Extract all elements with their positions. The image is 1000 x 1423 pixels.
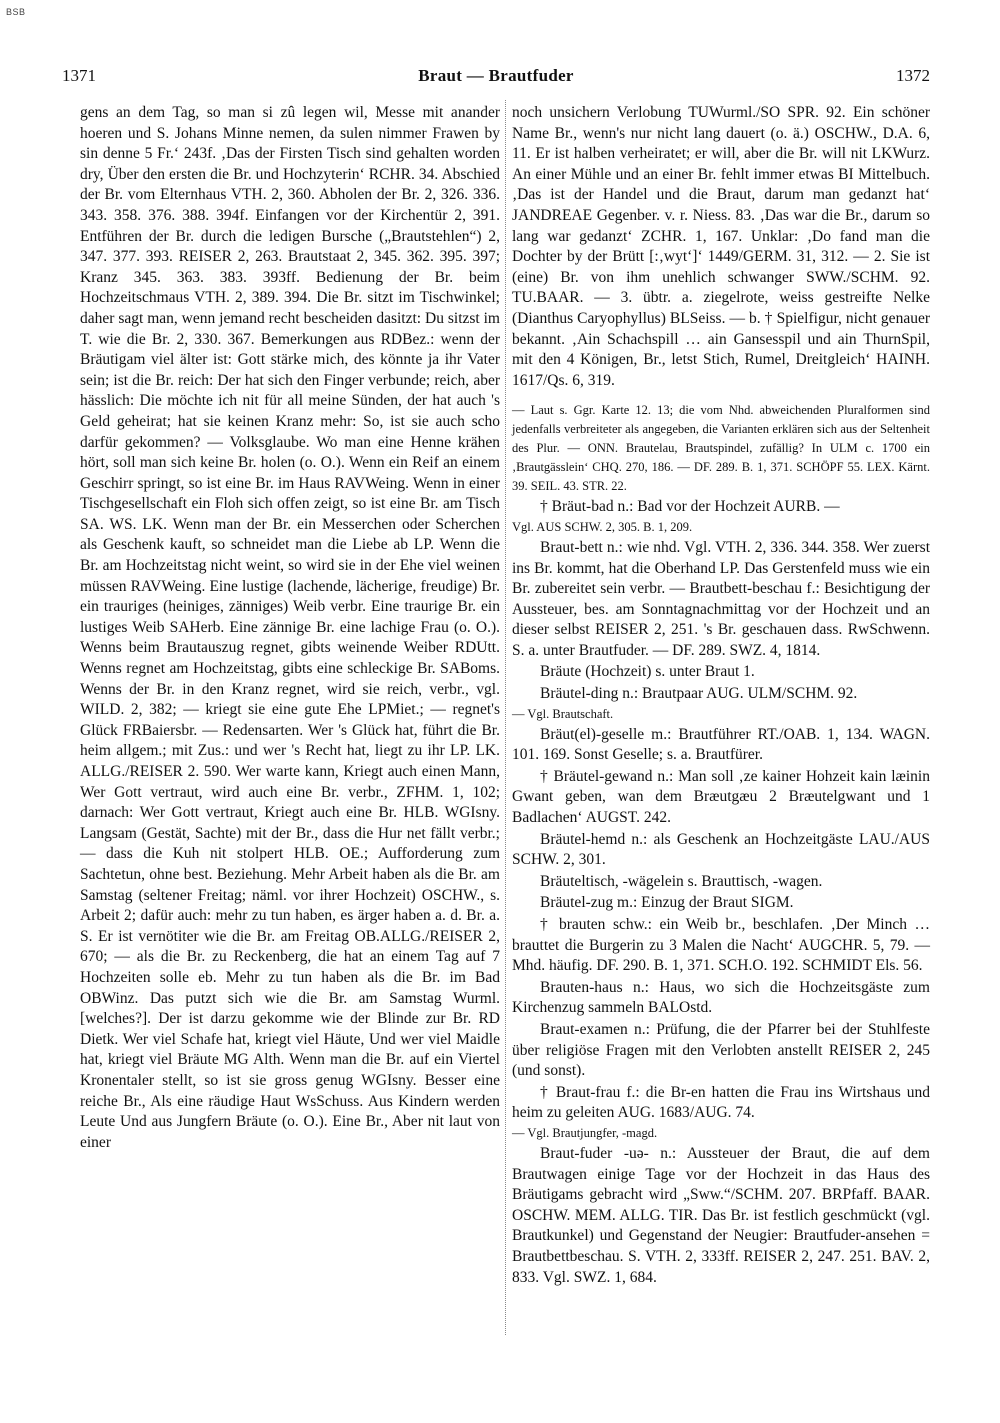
section-rule	[512, 395, 930, 397]
entry-braeuteltisch: Bräuteltisch, -wägelein s. Brauttisch, -wagen.	[540, 872, 823, 890]
etymology-note: — Laut s. Ggr. Karte 12. 13; die vom Nhd. abweichenden Pluralformen sind jedenfalls verbreiteter als angegeben, die Varianten erklären sich aus der Seltenheit des Plur. — ONN. Brautelau, Brautspindel, zufällig? In ULM c. 1700 ein ‚Brautgässlein‘ CHQ. 270, 186. — DF. 289. B. 1, 371. SCHÖPF 55. LEX. Kärnt. 39. SEIL. 43. STR. 22.	[512, 403, 930, 494]
entry-braut-fuder: Braut-fuder -uə- n.: Aussteuer der Braut, die auf dem Brautwagen einige Tage vor der Hochzeit in das Haus des Bräutigams gebracht wird „Sww.“/SCHM. 207. BRPfaff. BAAR. OSCHW. MEM. ALLG. TIR. Das Br. ist festlich geschmückt (vgl. Brautkunkel) und Gegenstand der Neugier: Brautfuder-ansehen = Brautbettbeschau. S. VTH. 2, 333ff. REISER 2, 247. 251. BAV. 2, 833. Vgl. SWZ. 1, 684.	[512, 1144, 930, 1286]
entry-braeut-bad: † Bräut-bad n.: Bad vor der Hochzeit AURB. —	[540, 498, 840, 516]
page-header	[62, 66, 930, 90]
entry-brauten: † brauten schw.: ein Weib br., beschlafen. ‚Der Minch … brauttet die Burgerin zu 3 Malen die Nacht‘ AUGCHR. 5, 79. — Mhd. häufig. DF. 290. B. 1, 371. SCH.O. 192. SCHMIDT Els. 56.	[512, 916, 930, 975]
right-intro: noch unsichern Verlobung TUWurml./SO SPR. 92. Ein schöner Name Br., wenn's nur nicht lang dauert (o. ä.) OSCHW., D.A. 6, 11. Er ist halben verheiratet; er will, aber die Br. will nit LKWurz. An einer Mühle und an einer Br. fehlt immer etwas BI Mittelbuch. ‚Das ist der Handel und die Braut, darum man gedanzt hat‘ JANDREAE Gegenber. v. r. Niess. 83. ‚Das war die Br., darum so lang war gedanzt‘ ZCHR. 1, 167. Unklar: ‚Do fand man die Dochter by der Brütt [:‚wyt‘]‘ 1449/GERM. 31, 312. — 2. Sie ist (eine) Br. von ihm unehlich schwanger SWW./SCHM. 92. TU.BAAR. — 3. übtr. a. ziegelrote, weiss gestreifte Nelke (Dianthus Caryophyllus) BLSeiss. — b. † Spielfigur, nicht genauer bekannt. ‚Ain Schachspill … ain Gansesspil und ain ThurnSpil, mit den 4 Königen, Br., letst Stich, Rumel, Dreitgleich‘ HAINH. 1617/Qs. 6, 319.	[512, 104, 930, 389]
entry-braeutel-zug: Bräutel-zug m.: Einzug der Braut SIGM.	[540, 894, 794, 912]
library-stamp: BSB	[6, 7, 26, 17]
page-number-right: 1372	[896, 66, 930, 85]
left-column-text: gens an dem Tag, so man si zû legen wil, Messe mit anander hoeren und S. Johans Minne nemen, da sulen nimmer Frawen by sin denne 5 Fr.‘ 243f. ‚Das der Firsten Tisch sind gehalten worden dry, Über den ersten die Br. und Hochzyterin‘ RCHR. 34. Abschied der Br. vom Elternhaus VTH. 2, 360. Abholen der Br. 2, 326. 336. 343. 358. 376. 388. 394f. Einfangen vor der Kirchentür 2, 391. Entführen der Br. durch die ledigen Bursche („Brautstehlen“) 2, 347. 377. 393. REISER 2, 263. Brautstaat 2, 345. 362. 395. 397; Kranz 345. 363. 383. 393ff. Bedienung der Br. beim Hochzeitschmaus VTH. 2, 389. 394. Die Br. sitzt im Tischwinkel; daher sagt man, wenn jemand recht bescheiden dasitzt: Du sitzst im T. wie die Br. 2, 330. 367. Bemerkungen aus RDBez.: wenn der Bräutigam viel älter ist: Gott stärke mich, des könnte ja ihr Vater sein; ist die Br. reich: Der hat sich den Finger verbunde; reich, aber hässlich: Die möchte ich nit für all meine Sünden, der hat auch 's Geld geheirat; hat sie keinen Kranz mehr: So, ist sie auch scho darfür gekommen? — Volksglaube. Wo man eine Henne krähen hört, soll man sich keine Br. holen (o. O.). Wenn ein Reif an einem Geschirr springt, so ist eine Br. im Haus RAVWeing. Wenn in einer Tischgesellschaft ein Floh sich offen zeigt, so ist eine Br. am Tisch SA. WS. LK. Wenn man der Br. ein Messerchen oder Scherchen als Geschenk kauft, so schneidet man die Liebe ab LP. Wenn die Br. am Hochzeitstag nicht weint, so wird sie in der Ehe viel weinen müssen RAVWeing. Eine lustige (lachende, lächerige, freudige) Br. ein trauriges (heiniges, zänniges) Weib verbr. Eine traurige Br. ein lustiges Weib SAHerb. Eine zännige Br. eine lachige Frau (o. O.). Wenns beim Brautauszug regnet, gibts weinende Weiber RDUtt. Wenns regnet am Hochzeitstag, gibts eine schleckige Br. SABoms. Wenns der Br. in den Kranz regnet, wird sie reich, verbr., vgl. WILD. 2, 382; — kriegt sie eine gute Ehe LPMiet.; — regnet's Glück FRBaiersbr. — Redensarten. Wer 's Glück hat, führt die Br. heim allgem.; mit Zus.: und wer 's Recht hat, liegt zu ihr LP. LK. ALLG./REISER 2. 590. Wer warte kann, Kriegt auch einen Mann, Wer Gott vertraut, wird auch eine Br. verbr., ZFHM. 1, 102; darnach: Wer Gott vertraut, Kriegt auch eine Br. HLB. WGIsny. Langsam (Gestät, Sachte) mit der Br., dass die Hur net fällt verbr.; — dass die Kuh nit stolpert HLB. OE.; Aufforderung zum Sachtetun, ohne best. Beziehung. Mehr Arbeit haben als die Br. am Samstag (seltener Freitag; näml. vor ihrer Hochzeit) OSCHW., s. Arbeit 2; dafür auch: mehr zu tun haben, es ärger haben a. d. Br. a. S. Er ist vernötiter wie die Br. am Freitag OB.ALLG./REISER 2, 670; — als die Br. zu Reckenberg, die hat an einem Tag auf 7 Hochzeiten solle eb. Mehr zu tun haben als die Br. im Bad OBWinz. Das putzt sich wie die Br. am Samstag Wurml. [welches?]. Der ist darzu gekomme wie der Blinde zur Br. RD Dietk. Wer viel Schafe hat, kriegt viel Häute, Und wer viel Maidle hat, kriegt viel Bräute MG Alth. Wenn man die Br. auf ein Viertel Kronentaler stellt, so ist sie gross genug WGIsny. Besser eine reiche Br., Als eine räudige Haut WsSchuss. Aus Kindern werden Leute Und aus Jungfern Bräute (o. O.). Eine Br., Aber nit laut von einer	[80, 104, 500, 1151]
page-number-left: 1371	[62, 66, 96, 85]
entry-note: — Vgl. Brautschaft.	[512, 706, 614, 721]
entry-note: Vgl. AUS SCHW. 2, 305. B. 1, 209.	[512, 519, 693, 534]
entry-braeutel-hemd: Bräutel-hemd n.: als Geschenk an Hochzeitgäste LAU./AUS SCHW. 2, 301.	[512, 830, 930, 869]
entry-braeute: Bräute (Hochzeit) s. unter Braut 1.	[540, 663, 755, 681]
running-title: Braut — Brautfuder	[418, 66, 574, 85]
entry-braeutel-gewand: † Bräutel-gewand n.: Man soll ‚ze kainer Hohzeit kain læinin Gwant geben, wan dem Bræutgæu 2 Bræutelgwant und 1 Badlachen‘ AUGST. 242.	[512, 767, 930, 827]
right-column	[512, 103, 930, 1288]
entry-brauten-haus: Brauten-haus n.: Haus, wo sich die Hochzeitsgäste zum Kirchenzug sammeln BALOstd.	[512, 978, 930, 1017]
entry-note: — Vgl. Brautjungfer, -magd.	[512, 1125, 658, 1140]
entry-braut-bett: Braut-bett n.: wie nhd. Vgl. VTH. 2, 336. 344. 358. Wer zuerst ins Br. kommt, hat die Oberhand LP. Das Gerstenfeld muss wie ein Br. zubereitet sein verbr. — Brautbett-beschau f.: Besichtigung der Aussteuer, bes. am Sonntagnachmittag vor der Hochzeit und an dieser selbst REISER 2, 251. 's Br. geschauen dass. RwSchwenn. S. a. unter Brautfuder. — DF. 289. SWZ. 4, 1814.	[512, 538, 930, 659]
left-column	[80, 103, 500, 1153]
entry-braut-examen: Braut-examen n.: Prüfung, die der Pfarrer bei der Stuhlfeste über religiöse Fragen mit den Verlobten anstellt REISER 2, 245 (und sonst).	[512, 1020, 930, 1080]
entry-braeutel-geselle: Bräut(el)-geselle m.: Brautführer RT./OAB. 1, 134. WAGN. 101. 169. Sonst Geselle; s. a. Brautfürer.	[512, 725, 930, 764]
entry-braeutel-ding: Bräutel-ding n.: Brautpaar AUG. ULM/SCHM. 92.	[540, 685, 858, 703]
column-divider	[505, 100, 506, 1335]
entry-braut-frau: † Braut-frau f.: die Br-en hatten die Frau ins Wirtshaus und heim zu geleiten AUG. 1683/AUG. 74.	[512, 1083, 930, 1122]
